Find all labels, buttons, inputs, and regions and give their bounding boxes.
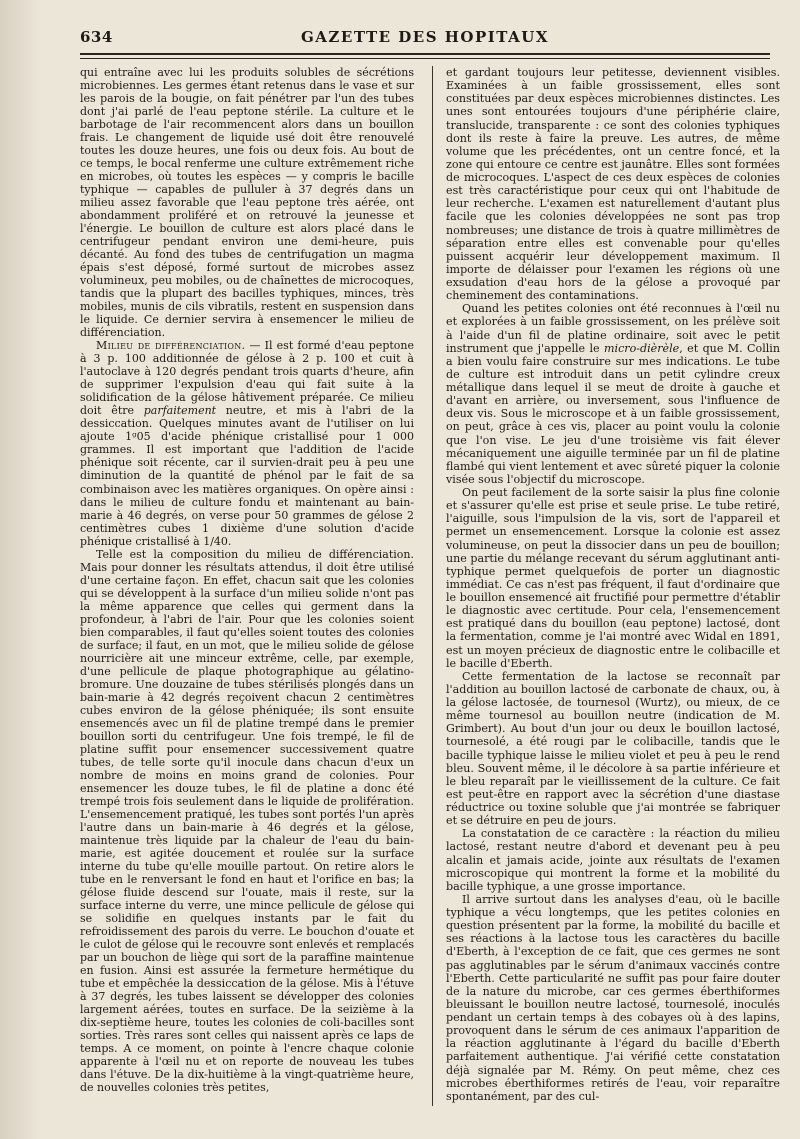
section-heading-milieu: Milieu de différenciation. <box>96 339 246 353</box>
left-paragraph-1: qui entraîne avec lui les produits solubles de sécrétions microbiennes. Les germes étant retenus dans le vase et sur les parois de la bougie, on fait pénétrer par l'un des tubes dont j'ai parlé de l'eau peptone stérile. La culture et le barbotage de l'air recommencent alors dans un bouillon frais. Le changement de liquide usé doit être renouvelé toutes les douze heures, une fois ou deux fois. Au bout de ce temps, le bocal renferme une culture extrêmement riche en microbes, où toutes les espèces — y compris le bacille typhique — capables de pulluler à 37 degrés dans un milieu assez favorable que l'eau peptone très aérée, ont abondamment proliféré et on retrouvé la jeunesse et l'énergie. Le bouillon de culture est alors placé dans le centrifugeur pendant environ une demi-heure, puis décanté. Au fond des tubes de centrifugation un magma épais s'est déposé, formé surtout de microbes assez volumineux, peu mobiles, ou de chaînettes de microcoques, tandis que la plupart des bacilles typhiques, minces, très mobiles, munis de cils vibratils, restent en suspension dans le liquide. Ce dernier servira à ensemencer le milieu de différenciation. <box>80 66 414 340</box>
header-rule-thin <box>80 58 770 59</box>
left-paragraph-2-emphasis: parfaitement <box>143 404 217 418</box>
right-paragraph-2-emphasis: micro-dièrèle <box>604 341 680 355</box>
left-paragraph-2-text-b: neutre, et mis à l'abri de la dessiccation. Quelques minutes avant de l'utiliser on lui ajoute 1ᵍ05 d'acide phénique cristallisé pour 1 000 grammes. Il est important que l'addition de l'acide phénique soit récente, car il survien-drait peu à peu une diminution de la quantité de phénol par le fait de sa combinaison avec les matières organiques. On opère ainsi : dans le milieu de culture fondu et maintenant au bain-marie à 46 degrés, on verse pour 50 grammes de gélose 2 centimètres cubes 1 dixième d'une solution d'acide phénique cristallisé à 1/40. <box>80 404 415 548</box>
right-paragraph-2 <box>446 302 780 486</box>
right-paragraph-4: Cette fermentation de la lactose se reconnaît par l'addition au bouillon lactosé de carbonate de chaux, ou, à la gélose lactosée, de tournesol (Wurtz), ou mieux, de ce même tournesol au bouillon neutre (indication de M. Grimbert). Au bout d'un jour ou deux le bouillon lactosé, tournesolé, a été rougi par le colibacille, tandis que le bacille typhique laisse le milieu violet et peu à peu le rend bleu. Souvent même, il le décolore à sa partie inférieure et le bleu reparaît par le vieillissement de la culture. Ce fait est peut-être en rapport avec la sécrétion d'une diastase réductrice ou toxine soluble que j'ai montrée se fabriquer et se détruire en peu de jours. <box>446 669 780 828</box>
right-paragraph-2-text-b: , et que M. Collin a bien voulu faire construire sur mes indications. Le tube de culture est introduit dans un petit cylindre creux métallique dans lequel il se meut de droite à gauche et d'avant en arrière, ou inversement, sous l'influence de deux vis. Sous le microscope et à un faible grossissement, on peut, grâce à ces vis, placer au point voulu la colonie que l'on vise. Le jeu d'une troisième vis fait élever mécaniquement une aiguille terminée par un fil de platine flambé qui vient lentement et avec sûreté piquer la colonie visée sous l'objectif du microscope. <box>446 341 781 486</box>
right-paragraph-5: La constatation de ce caractère : la réaction du milieu lactosé, restant neutre d'abord et devenant peu à peu alcalin et jamais acide, jointe aux résultats de l'examen microscopique qui montrent la forme et la mobilité du bacille typhique, a une grosse importance. <box>446 827 780 893</box>
header-rule-thick <box>80 53 770 55</box>
page-header <box>80 28 770 50</box>
column-divider <box>432 66 433 1106</box>
running-title: GAZETTE DES HOPITAUX <box>300 28 549 46</box>
left-column <box>80 66 414 1094</box>
right-paragraph-2-text-a: Quand les petites colonies ont été reconnues à l'œil nu et explorées à un faible grossissement, on les prélève soit à l'aide d'un fil de platine ordinaire, soit avec le petit instrument que j'appelle le <box>446 302 780 355</box>
right-paragraph-3: On peut facilement de la sorte saisir la plus fine colonie et s'assurer qu'elle est prise et seule prise. Le tube retiré, l'aiguille, sous l'impulsion de la vis, sort de l'appareil et permet un ensemencement. Lorsque la colonie est assez volumineuse, on peut la dissocier dans un peu de bouillon; une partie du mélange recevant du sérum agglutinant anti-typhique permet quelquefois de porter un diagnostic immédiat. Ce cas n'est pas fréquent, il faut d'ordinaire que le bouillon ensemencé ait fructifié pour permettre d'établir le diagnostic avec certitude. Pour cela, l'ensemencement est pratiqué dans du bouillon (eau peptone) lactosé, dont la fermentation, comme je l'ai montré avec Widal en 1891, est un moyen précieux de diagnostic entre le colibacille et le bacille d'Eberth. <box>446 486 780 670</box>
right-paragraph-6: Il arrive surtout dans les analyses d'eau, où le bacille typhique a vécu longtemps, que les petites colonies en question présentent par la forme, la mobilité du bacille et ses réactions à la lactose tous les caractères du bacille d'Eberth, à l'exception de ce fait, que ces germes ne sont pas agglutinables par le sérum d'animaux vaccinés contre l'Eberth. Cette particularité ne suffit pas pour faire douter de la nature du microbe, car ces germes éberthiformes bleuissant le bouillon neutre lactosé, tournesolé, inoculés pendant un certain temps à des cobayes où à des lapins, provoquent dans le sérum de ces animaux l'apparition de la réaction agglutinante à l'égard du bacille d'Eberth parfaitement authentique. J'ai vérifié cette constatation déjà signalée par M. Rémy. On peut même, chez ces microbes éberthiformes retirés de l'eau, voir reparaître spontanément, par des cul- <box>446 892 780 1103</box>
left-paragraph-3: Telle est la composition du milieu de différenciation. Mais pour donner les résultats attendus, il doit être utilisé d'une certaine façon. En effet, chacun sait que les colonies qui se développent à la surface d'un milieu solide n'ont pas la même apparence que celles qui germent dans la profondeur, à l'abri de l'air. Pour que les colonies soient bien comparables, il faut qu'elles soient toutes des colonies de surface; il faut, en un mot, que le milieu solide de gélose nourricière ait une minceur extrême, celle, par exemple, d'une pellicule de plaque photographique au gélatino-bromure. Une douzaine de tubes stérilisés plongés dans un bain-marie à 42 degrés reçoivent chacun 2 centimètres cubes environ de la gélose phéniquée; ils sont ensuite ensemencés avec un fil de platine trempé dans le premier bouillon sorti du centrifugeur. Une fois trempé, le fil de platine suffit pour ensemencer successivement quatre tubes, de telle sorte qu'il inocule dans chacun d'eux un nombre de moins en moins grand de colonies. Pour ensemencer les douze tubes, le fil de platine a donc été trempé trois fois seulement dans le liquide de prolifération. L'ensemencement pratiqué, les tubes sont portés l'un après l'autre dans un bain-marie à 46 degrés et la gélose, maintenue très liquide par la chaleur de l'eau du bain-marie, est agitée doucement et roulée sur la surface interne du tube qu'elle mouille partout. On retire alors le tube en le renversant le fond en haut et l'orifice en bas; la gélose fluide descend sur l'ouate, mais il reste, sur la surface interne du verre, une mince pellicule de gélose qui se solidifie en quelques instants par le fait du refroidissement des parois du verre. Le bouchon d'ouate et le culot de gélose qui le recouvre sont enlevés et remplacés par un bouchon de liège qui sort de la paraffine maintenue en fusion. Ainsi est assurée la fermeture hermétique du tube et empêchée la dessiccation de la gélose. Mis à l'étuve à 37 degrés, les tubes laissent se développer des colonies largement aérées, toutes en surface. De la seizième à la dix-septième heure, toutes les colonies de coli-bacilles sont sorties. Très rares sont celles qui naissent après ce laps de temps. A ce moment, on pointe à l'encre chaque colonie apparente à l'œil nu et on reporte de nouveau les tubes dans l'étuve. De la dix-huitième à la vingt-quatrième heure, de nouvelles colonies très petites, <box>80 547 414 1095</box>
right-paragraph-1: et gardant toujours leur petitesse, deviennent visibles. Examinées à un faible grossissement, elles sont constituées par deux espèces microbiennes distinctes. Les unes sont entourées toujours d'une périphérie claire, translucide, transparente : ce sont des colonies typhiques dont ils reste à faire la preuve. Les autres, de même volume que les précédentes, ont un centre foncé, et la zone qui entoure ce centre est jaunâtre. Elles sont formées de microcoques. L'aspect de ces deux espèces de colonies est très caractéristique pour ceux qui ont l'habitude de leur recherche. L'examen est naturellement d'autant plus facile que les colonies développées ne sont pas trop nombreuses; une distance de trois à quatre millimètres de séparation entre elles est convenable pour qu'elles puissent acquérir leur développement maximum. Il importe de délaisser pour l'examen les régions où une exsudation d'eau hors de la gélose a provoqué par cheminement des contaminations. <box>446 66 780 303</box>
page-number: 634 <box>80 28 113 46</box>
page-edge-shadow <box>0 0 40 1139</box>
right-column <box>446 66 780 1103</box>
left-paragraph-2-text-a: — Il est formé d'eau peptone à 3 p. 100 additionnée de gélose à 2 p. 100 et cuit à l'autoclave à 120 degrés pendant trois quarts d'heure, afin de supprimer l'expulsion d'eau qui fait suite à la solidification de la gélose hâtivement préparée. Ce milieu doit être <box>80 339 415 418</box>
left-paragraph-2 <box>80 339 414 547</box>
